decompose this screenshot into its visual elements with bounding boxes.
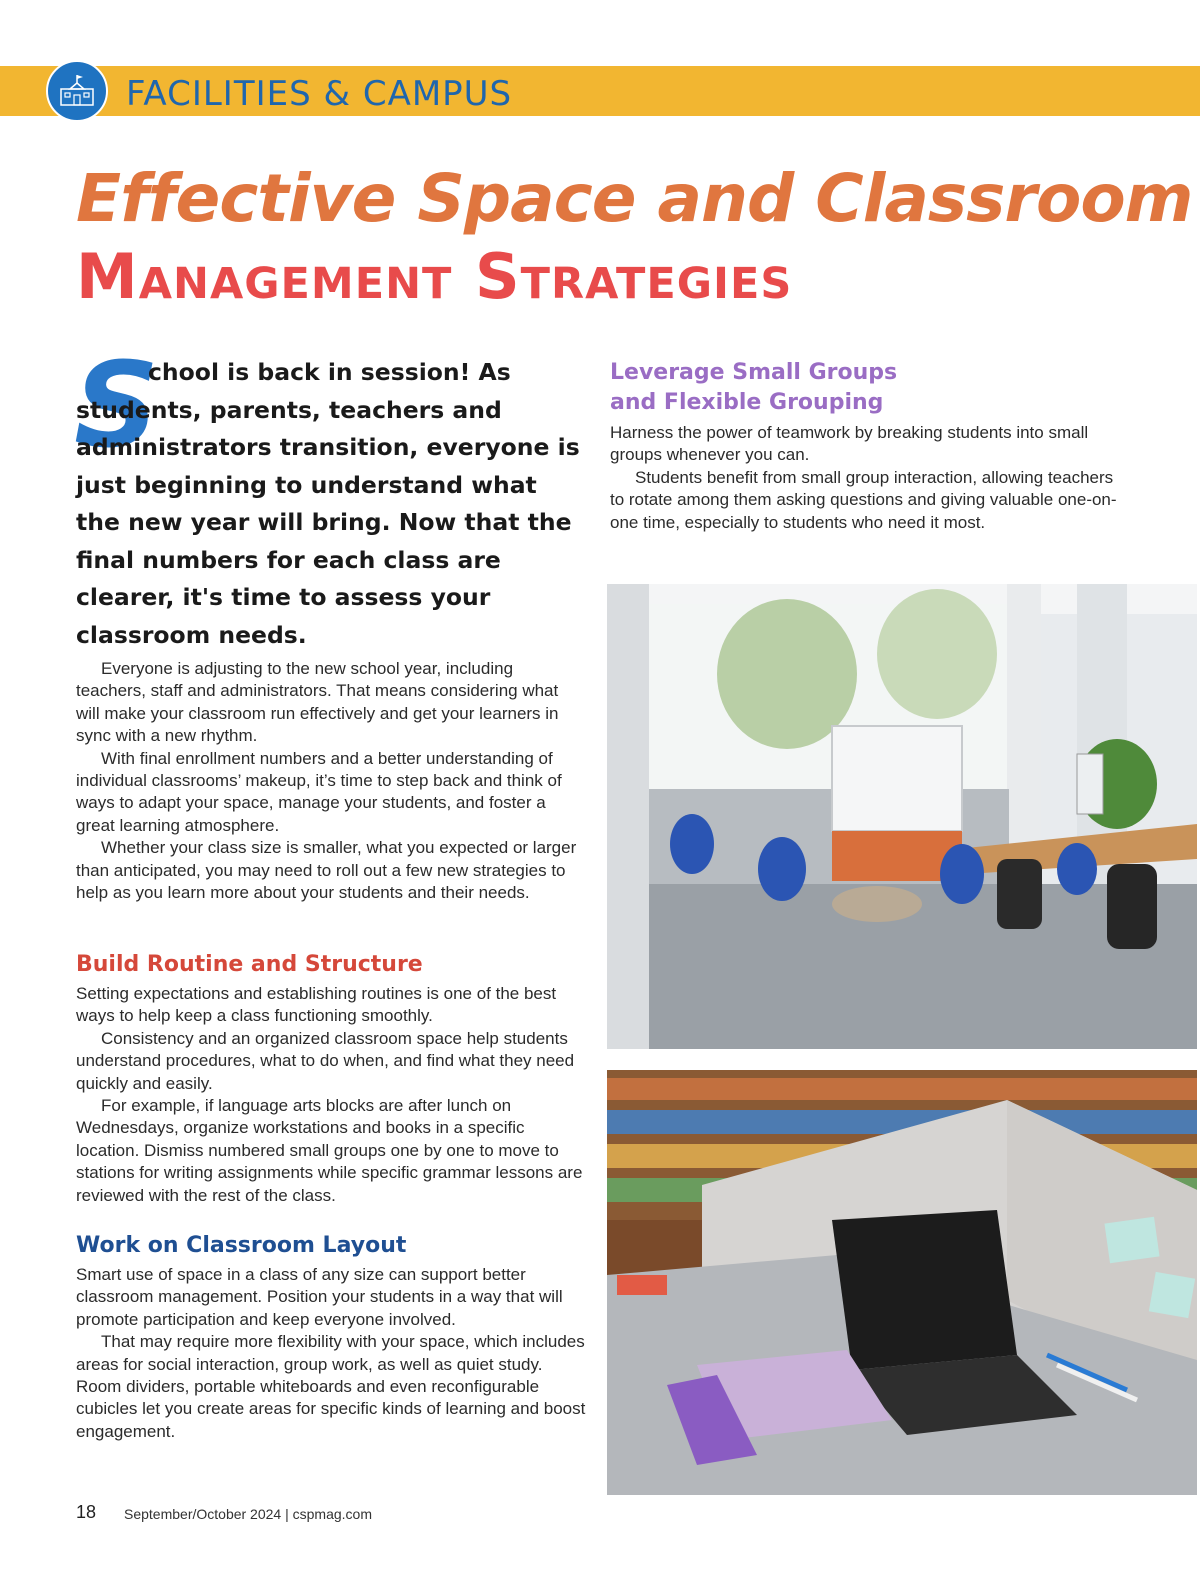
drop-cap: S [74, 336, 159, 474]
section-heading: Work on Classroom Layout [76, 1233, 407, 1258]
lead-paragraph: chool is back in session! As students, parents, teachers and administrators transition, everyone is just beginning to understand what the new year will bring. Now that the final numbers for each class are clearer, it's time to assess your classroom needs. [76, 358, 580, 649]
section-heading-line1: Leverage Small Groups [610, 360, 898, 385]
section-paragraph: For example, if language arts blocks are after lunch on Wednesdays, organize workstations and books in a specific location. Dismiss numbered small groups one by one to move to stations for writing assignments while specific grammar lessons are reviewed with the rest of the class. [76, 1096, 583, 1205]
section-heading: Build Routine and Structure [76, 952, 423, 977]
classroom-photo [607, 584, 1197, 1049]
section-paragraph: Setting expectations and establishing routines is one of the best ways to help keep a class functioning smoothly. [76, 984, 557, 1026]
section-paragraph: Smart use of space in a class of any size can support better classroom management. Position your students in a way that will promote participation and keep everyone involved. [76, 1265, 563, 1329]
section-paragraph: Harness the power of teamwork by breaking students into small groups whenever you can. [610, 423, 1089, 465]
intro-paragraph: With final enrollment numbers and a better understanding of individual classrooms’ makeup, it’s time to step back and think of ways to adapt your space, manage your students, and foster a great learning atmosphere. [76, 748, 562, 835]
section-layout [76, 1233, 586, 1443]
article-title-line2: Management Strategies [76, 240, 793, 313]
section-routine [76, 952, 586, 1207]
section-paragraph: Students benefit from small group interaction, allowing teachers to rotate among them asking questions and giving valuable one-on-one time, especially to students who need it most. [610, 467, 1117, 532]
page-number: 18 [76, 1502, 97, 1522]
section-paragraph: That may require more flexibility with your space, which includes areas for social interaction, group work, as well as quiet study. Room dividers, portable whiteboards and even reconfigurable cubicles let you create areas for specific kinds of learning and boost engagement. [76, 1332, 586, 1441]
intro-paragraph: Everyone is adjusting to the new school year, including teachers, staff and administrators. That means considering what will make your classroom run effectively and get your learners in sync with a new rhythm. [76, 659, 559, 746]
section-heading-line2: and Flexible Grouping [610, 390, 884, 415]
cubicle-photo [607, 1070, 1197, 1495]
school-building-icon [46, 60, 108, 122]
section-paragraph: Consistency and an organized classroom space help students understand procedures, what to do when, and find what they need quickly and easily. [76, 1028, 575, 1093]
article-title-line1: Effective Space and Classroom [76, 160, 1193, 237]
issue-info: September/October 2024 | cspmag.com [124, 1506, 372, 1522]
section-groups [610, 358, 1122, 534]
intro-paragraph: Whether your class size is smaller, what you expected or larger than anticipated, you may need to roll out a few new strategies to help as you learn more about your students and their needs. [76, 838, 577, 903]
intro-text [76, 658, 586, 904]
section-label: FACILITIES & CAMPUS [126, 74, 513, 114]
